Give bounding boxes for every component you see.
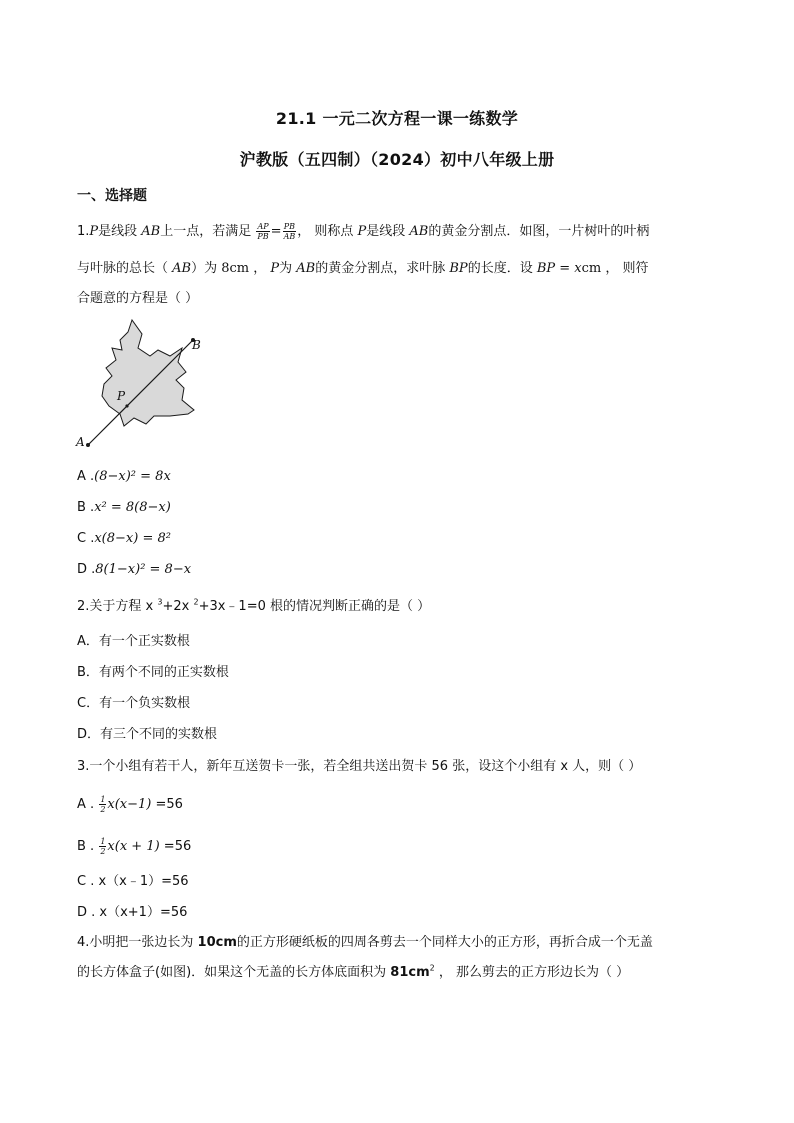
q1-fraction-pb-ab [283, 222, 297, 241]
document-title: 21.1 一元二次方程一课一练数学 [275, 109, 519, 128]
fraction-denominator: PB [257, 232, 269, 241]
q1-stem-line2 [77, 260, 649, 278]
q1-text: ， [249, 261, 271, 276]
q1-text: 与叶脉的总长（ [77, 261, 173, 276]
q1-text: ， 则称点 [297, 224, 358, 239]
q1-var-p: P [357, 224, 367, 239]
option-label: C . [77, 531, 95, 546]
section-heading: 一、选择题 [77, 188, 147, 204]
q4-stem-line1 [77, 934, 653, 952]
q4-text: 的正方形硬纸板的四周各剪去一个同样大小的正方形，再折合成一个无盖 [236, 935, 653, 950]
option-label: B . [77, 839, 95, 854]
q1-stem-line1 [77, 222, 649, 241]
fraction-numerator: AP [257, 222, 269, 231]
q4-text: 的长方体盒子(如图)．如果这个无盖的长方体底面积为 [77, 965, 391, 980]
point-a-dot [86, 443, 90, 447]
q1-var-ab: AB [296, 261, 316, 276]
q1-length: 8cm [221, 261, 250, 276]
q2-text: +3x﹣1=0 根的情况判断正确的是（ ） [198, 599, 431, 614]
q4-text: 4.小明把一张边长为 [77, 935, 198, 950]
fraction-denominator: 2 [100, 805, 106, 814]
option-expression: x(8−x) = 8² [94, 531, 171, 546]
document-subtitle: 沪教版（五四制）（2024）初中八年级上册 [239, 150, 555, 169]
q1-unit: cm [581, 261, 602, 276]
option-label: A . [77, 797, 95, 812]
q3-option-d[interactable]: D . x（x+1）=56 [77, 905, 188, 920]
option-label: B . [77, 500, 95, 515]
q1-stem-line3: 合题意的方程是（ ） [77, 291, 199, 306]
q1-equation: BP = x [536, 261, 582, 276]
q1-var-ab: AB [172, 261, 192, 276]
q2-option-b[interactable]: B．有两个不同的正实数根 [77, 665, 229, 680]
q3-stem: 3.一个小组有若干人，新年互送贺卡一张，若全组共送出贺卡 56 张，设这个小组有 x 人，则（ ） [77, 759, 642, 774]
q3-option-c[interactable]: C . x（x﹣1）=56 [77, 874, 189, 889]
q1-text: 的黄金分割点．如图，一片树叶的叶柄 [428, 224, 650, 239]
option-expression: (8−x)² = 8x [94, 469, 171, 484]
q4-text: ， 那么剪去的正方形边长为（ ） [434, 965, 630, 980]
q1-option-b[interactable] [77, 499, 171, 517]
q1-var-p: P [270, 261, 280, 276]
q1-text: 的长度．设 [467, 261, 537, 276]
q2-exponent: 3 [157, 597, 163, 607]
q1-number: 1. [77, 224, 90, 239]
leaf-shape [102, 320, 194, 426]
q1-equals: = [270, 224, 282, 239]
q1-option-c[interactable] [77, 530, 171, 548]
q1-option-d[interactable] [77, 561, 191, 579]
q1-text: 的黄金分割点，求叶脉 [315, 261, 450, 276]
q3-option-b[interactable] [77, 837, 191, 856]
label-b: B [192, 338, 201, 352]
q1-var-ab: AB [409, 224, 429, 239]
fraction-numerator: 1 [100, 795, 106, 804]
q2-option-d[interactable]: D．有三个不同的实数根 [77, 727, 218, 742]
q1-var-ab: AB [141, 224, 161, 239]
q1-text: 是线段 [98, 224, 142, 239]
fraction-denominator: AB [283, 232, 296, 241]
q1-option-a[interactable] [77, 468, 171, 486]
q1-text: ）为 [191, 261, 222, 276]
option-label: A . [77, 469, 95, 484]
q2-exponent: 2 [193, 597, 199, 607]
q4-length: 10cm [197, 935, 237, 950]
half-fraction [99, 795, 106, 814]
q2-stem [77, 598, 430, 616]
option-expression: x(x−1) [107, 797, 152, 812]
option-value: =56 [151, 797, 183, 812]
q1-fraction-ap-pb [256, 222, 269, 241]
q1-var-p: P [89, 224, 99, 239]
label-a: A [76, 435, 85, 448]
q2-option-a[interactable]: A．有一个正实数根 [77, 634, 190, 649]
q3-option-a[interactable] [77, 795, 183, 814]
q1-text: 为 [279, 261, 297, 276]
half-fraction [99, 837, 106, 856]
q4-area: 81cm [390, 965, 430, 980]
leaf-figure [74, 318, 204, 448]
q1-text: 是线段 [366, 224, 410, 239]
q1-var-bp: BP [449, 261, 468, 276]
fraction-numerator: 1 [100, 837, 106, 846]
fraction-denominator: 2 [100, 847, 106, 856]
label-p: P [117, 389, 126, 403]
q1-text: 上一点，若满足 [160, 224, 252, 239]
fraction-numerator: PB [283, 222, 296, 231]
q2-option-c[interactable]: C．有一个负实数根 [77, 696, 191, 711]
q1-text: ， 则符 [601, 261, 649, 276]
option-label: D . [77, 562, 96, 577]
q4-exponent: 2 [429, 963, 435, 973]
point-p-dot [125, 404, 128, 407]
option-expression: x(x + 1) [107, 839, 160, 854]
option-value: =56 [159, 839, 192, 854]
q4-stem-line2 [77, 964, 629, 982]
q2-text: +2x [162, 599, 194, 614]
option-expression: x² = 8(8−x) [94, 500, 171, 515]
q2-text: 2.关于方程 x [77, 599, 158, 614]
option-expression: 8(1−x)² = 8−x [95, 562, 192, 577]
